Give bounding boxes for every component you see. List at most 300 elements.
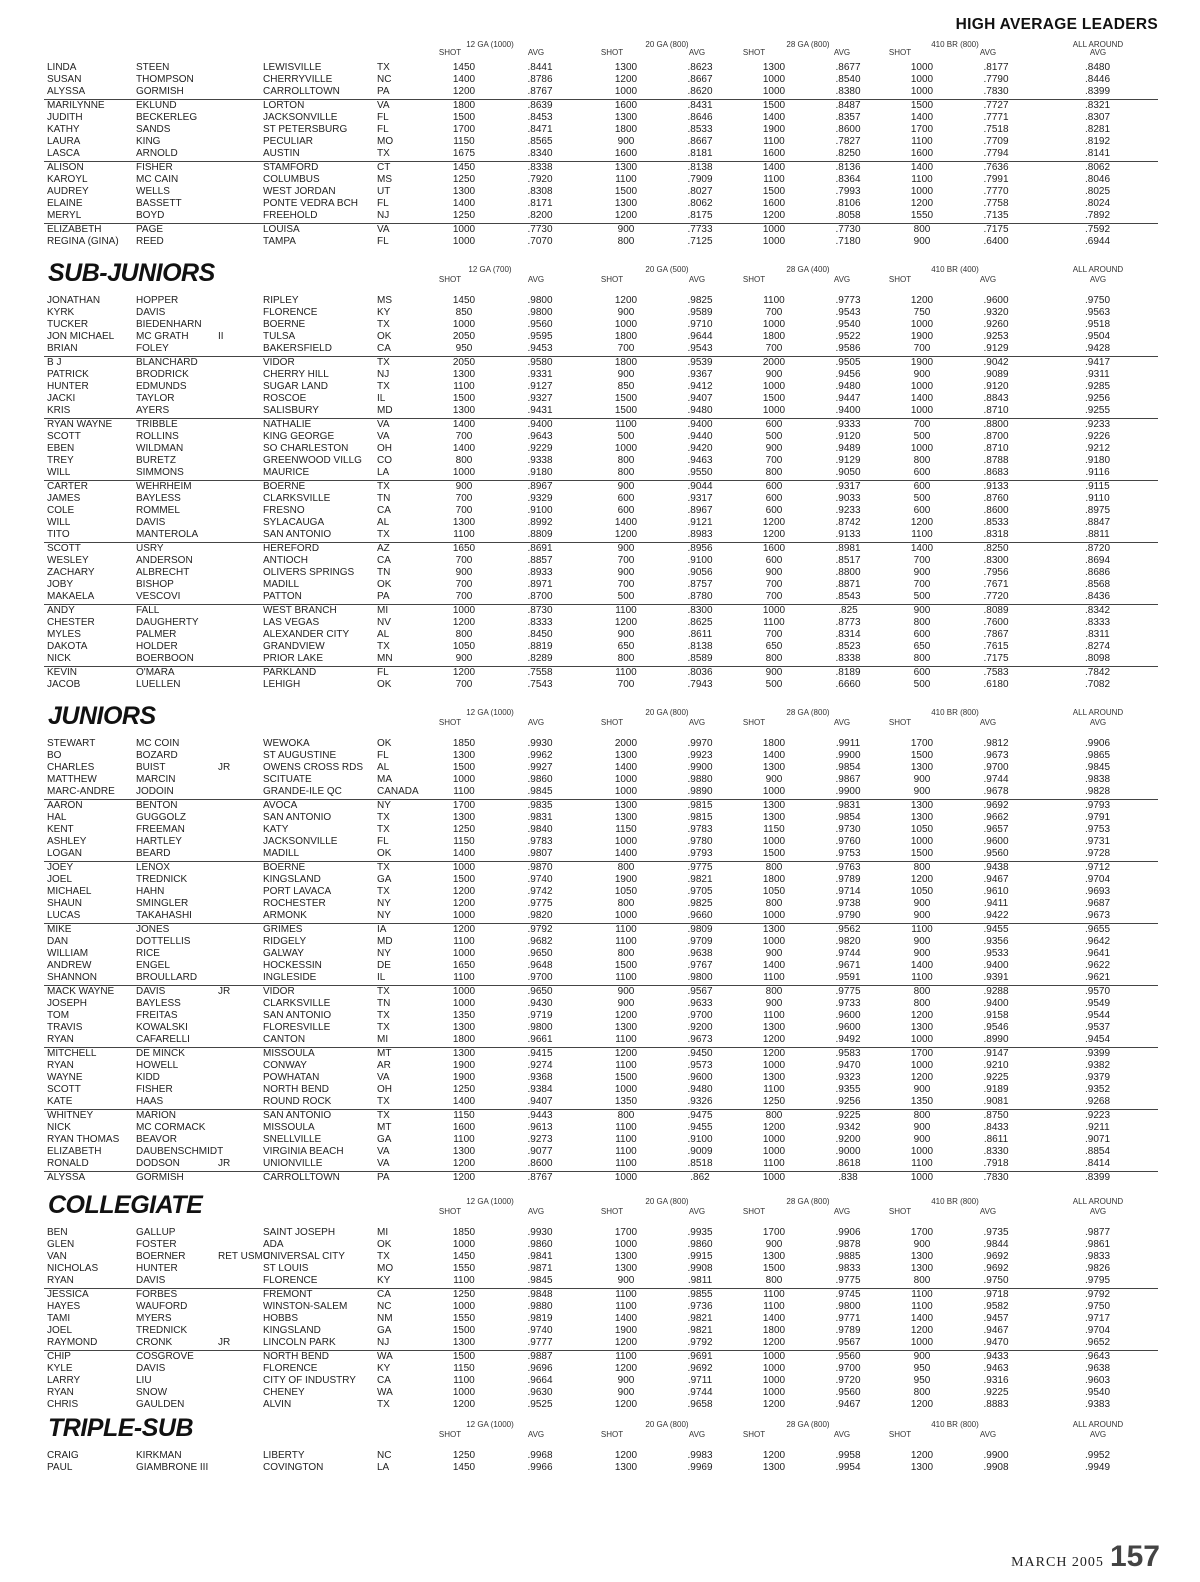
last-name: HARTLEY: [136, 836, 182, 847]
last-name: LIU: [136, 1375, 152, 1386]
avg-20ga: .9700: [687, 1010, 713, 1021]
avg-410: .9320: [983, 307, 1009, 318]
shooter-group: [44, 100, 1158, 162]
shot-20ga: 1100: [615, 1060, 637, 1071]
state: OH: [377, 443, 392, 454]
first-name: RONALD: [47, 1158, 89, 1169]
state: KY: [377, 1275, 391, 1286]
avg-12ga: .9880: [527, 1301, 553, 1312]
avg-all-around: .9642: [1084, 936, 1111, 947]
avg-28ga: .9333: [835, 419, 861, 430]
state: MT: [377, 1122, 392, 1133]
shot-410: 900: [913, 910, 931, 921]
avg-20ga: .9100: [687, 555, 713, 566]
shot-20ga: 700: [617, 579, 635, 590]
avg-all-around: .9211: [1085, 1122, 1110, 1133]
shot-20ga: 1200: [614, 1048, 638, 1059]
city: NATHALIE: [263, 419, 312, 430]
column-avg-label: AVG: [979, 718, 997, 727]
shot-20ga: 1100: [615, 1158, 637, 1169]
table-row: [0, 1010, 1158, 1022]
shot-20ga: 700: [617, 679, 635, 690]
avg-410: .7867: [983, 629, 1009, 640]
first-name: WAYNE: [47, 1072, 83, 1083]
first-name: STEWART: [47, 738, 96, 749]
state: TX: [377, 1022, 390, 1033]
avg-28ga: .9000: [835, 1146, 861, 1157]
avg-all-around: .9537: [1084, 1022, 1111, 1033]
avg-20ga: .9450: [687, 1048, 713, 1059]
city: LIBERTY: [263, 1450, 305, 1461]
table-row: [0, 1363, 1158, 1375]
avg-all-around: .9570: [1084, 986, 1111, 997]
avg-20ga: .8667: [687, 74, 713, 85]
column-shot-label: SHOT: [438, 718, 462, 727]
last-name: KING: [136, 136, 161, 147]
state: FL: [377, 236, 389, 247]
shot-12ga: 1500: [452, 1325, 476, 1336]
avg-28ga: .9233: [835, 505, 861, 516]
avg-12ga: .8730: [527, 605, 553, 616]
avg-410: .7790: [983, 74, 1009, 85]
avg-all-around: .9838: [1084, 774, 1111, 785]
avg-all-around: .9712: [1084, 862, 1111, 873]
avg-410: .9700: [983, 762, 1009, 773]
city: ROSCOE: [263, 393, 307, 404]
shot-410: 1300: [910, 812, 934, 823]
first-name: SUSAN: [47, 74, 82, 85]
shot-28ga: 1300: [762, 1462, 786, 1473]
shot-410: 1200: [910, 517, 934, 528]
avg-all-around: .8686: [1084, 567, 1111, 578]
state: GA: [377, 874, 392, 885]
shot-410: 800: [913, 617, 931, 628]
shot-410: 1300: [910, 1022, 934, 1033]
city: WEWOKA: [263, 738, 310, 749]
city: FLORENCE: [263, 307, 318, 318]
state: MD: [377, 405, 393, 416]
avg-all-around: .7892: [1084, 210, 1111, 221]
avg-all-around: .9643: [1084, 1351, 1111, 1362]
column-shot-label: SHOT: [742, 1207, 766, 1216]
avg-28ga: .9355: [835, 1084, 861, 1095]
avg-410: .9662: [983, 812, 1009, 823]
shot-20ga: 1300: [614, 800, 638, 811]
avg-20ga: .9860: [687, 1239, 713, 1250]
avg-28ga: .9867: [835, 774, 861, 785]
avg-28ga: .8600: [835, 124, 861, 135]
gauge-label: 410 BR (800): [931, 40, 979, 49]
table-row: [0, 1313, 1158, 1325]
shot-12ga: 1300: [452, 369, 476, 380]
avg-410: .9391: [983, 972, 1009, 983]
first-name: MACK WAYNE: [47, 986, 115, 997]
column-avg-label: AVG: [979, 275, 997, 284]
avg-12ga: .9180: [527, 467, 553, 478]
avg-410: .7830: [983, 1172, 1009, 1183]
avg-all-around: .9792: [1084, 1289, 1111, 1300]
avg-20ga: .9935: [687, 1227, 713, 1238]
avg-410: .9678: [983, 786, 1009, 797]
last-name: ENGEL: [136, 960, 170, 971]
shot-12ga: 900: [455, 481, 473, 492]
city: WEST JORDAN: [263, 186, 336, 197]
avg-410: .9438: [983, 862, 1009, 873]
first-name: DAKOTA: [47, 641, 88, 652]
avg-all-around: .9115: [1085, 481, 1110, 492]
shot-12ga: 1800: [452, 100, 476, 111]
avg-20ga: .8623: [687, 62, 713, 73]
city: GRIMES: [263, 924, 303, 935]
avg-20ga: .8956: [687, 543, 713, 554]
shot-410: 1000: [910, 62, 934, 73]
shot-410: 900: [913, 1084, 931, 1095]
shot-12ga: 1150: [453, 1363, 475, 1374]
avg-20ga: .9633: [687, 998, 713, 1009]
table-row: [0, 136, 1158, 148]
shot-20ga: 1300: [614, 1251, 638, 1262]
shot-20ga: 1100: [615, 1122, 637, 1133]
shot-410: 1350: [910, 1096, 934, 1107]
city: BOERNE: [263, 862, 306, 873]
shot-12ga: 1200: [452, 886, 476, 897]
avg-all-around: .8436: [1084, 591, 1111, 602]
avg-20ga: .9480: [687, 1084, 713, 1095]
shot-28ga: 1100: [763, 617, 785, 628]
avg-20ga: .9815: [687, 800, 713, 811]
first-name: TAMI: [47, 1313, 71, 1324]
table-row: [0, 1275, 1158, 1287]
avg-20ga: .9780: [687, 836, 713, 847]
state: OK: [377, 848, 392, 859]
avg-28ga: .9447: [835, 393, 861, 404]
shot-20ga: 900: [617, 224, 635, 235]
first-name: SHAUN: [47, 898, 83, 909]
state: GA: [377, 1325, 392, 1336]
shot-20ga: 1400: [614, 762, 638, 773]
column-shot-label: SHOT: [888, 718, 912, 727]
avg-20ga: .9100: [687, 1134, 713, 1145]
city: JACKSONVILLE: [263, 836, 338, 847]
table-row: [0, 1034, 1158, 1046]
shot-28ga: 1400: [762, 750, 786, 761]
avg-410: .9467: [983, 874, 1009, 885]
avg-20ga: .9923: [687, 750, 713, 761]
shot-28ga: 1000: [762, 319, 786, 330]
city: ROUND ROCK: [263, 1096, 332, 1107]
shot-12ga: 1300: [452, 186, 476, 197]
shot-410: 1700: [910, 738, 934, 749]
shot-20ga: 1400: [614, 517, 638, 528]
shot-12ga: 1000: [452, 862, 476, 873]
shot-410: 1200: [910, 874, 934, 885]
avg-12ga: .9580: [527, 357, 553, 368]
avg-all-around: .9504: [1084, 331, 1111, 342]
column-avg-label: AVG: [1089, 275, 1107, 284]
state: NY: [377, 898, 391, 909]
shooter-group: [44, 295, 1158, 357]
avg-all-around: .9622: [1084, 960, 1111, 971]
shot-28ga: 700: [765, 343, 783, 354]
table-row: [0, 162, 1158, 174]
last-name: BURETZ: [136, 455, 176, 466]
state: FL: [377, 198, 389, 209]
shot-28ga: 800: [765, 653, 783, 664]
city: UNIONVILLE: [263, 1158, 323, 1169]
shot-28ga: 700: [765, 591, 783, 602]
shot-28ga: 800: [765, 467, 783, 478]
first-name: RAYMOND: [47, 1337, 98, 1348]
avg-12ga: .9650: [527, 948, 553, 959]
avg-20ga: .9480: [687, 405, 713, 416]
state: PA: [377, 591, 390, 602]
avg-all-around: .8847: [1084, 517, 1111, 528]
last-name: HUNTER: [136, 1263, 178, 1274]
shot-28ga: 600: [765, 555, 783, 566]
table-row: [0, 112, 1158, 124]
suffix: JR: [218, 1337, 231, 1348]
city: ST PETERSBURG: [263, 124, 348, 135]
first-name: CARTER: [47, 481, 88, 492]
shot-28ga: 1300: [762, 62, 786, 73]
city: KATY: [263, 824, 289, 835]
avg-12ga: .8308: [527, 186, 553, 197]
last-name: BOZARD: [136, 750, 178, 761]
shot-410: 1000: [910, 74, 934, 85]
suffix: JR: [218, 762, 231, 773]
shot-410: 1100: [911, 1301, 933, 1312]
last-name: ARNOLD: [136, 148, 178, 159]
avg-28ga: .9789: [835, 874, 861, 885]
table-row: [0, 431, 1158, 443]
last-name: HAAS: [136, 1096, 164, 1107]
avg-410: .7830: [983, 86, 1009, 97]
avg-28ga: .9763: [835, 862, 861, 873]
avg-12ga: .9331: [527, 369, 553, 380]
city: ARMONK: [263, 910, 307, 921]
city: GALWAY: [263, 948, 304, 959]
avg-410: .9225: [983, 1387, 1009, 1398]
avg-28ga: .8364: [835, 174, 861, 185]
avg-all-around: .8414: [1084, 1158, 1111, 1169]
first-name: ALYSSA: [47, 86, 86, 97]
shot-20ga: 1500: [614, 405, 638, 416]
avg-28ga: .9489: [835, 443, 861, 454]
avg-410: .6180: [983, 679, 1009, 690]
shot-28ga: 1800: [762, 331, 786, 342]
shot-28ga: 1400: [762, 1313, 786, 1324]
city: ADA: [263, 1239, 284, 1250]
last-name: BAYLESS: [136, 493, 181, 504]
shot-12ga: 1000: [452, 986, 476, 997]
column-avg-label: AVG: [527, 718, 545, 727]
city: SAN ANTONIO: [263, 812, 332, 823]
first-name: GLEN: [47, 1239, 75, 1250]
shot-410: 700: [913, 343, 931, 354]
shooter-group: [44, 481, 1158, 543]
first-name: ELAINE: [47, 198, 83, 209]
shot-28ga: 1800: [762, 874, 786, 885]
shot-410: 950: [913, 1375, 931, 1386]
avg-12ga: .9229: [527, 443, 553, 454]
table-row: [0, 1122, 1158, 1134]
state: TX: [377, 1096, 390, 1107]
state: TX: [377, 529, 390, 540]
shot-410: 1700: [910, 124, 934, 135]
last-name: KIRKMAN: [136, 1450, 182, 1461]
first-name: WESLEY: [47, 555, 89, 566]
first-name: JACOB: [47, 679, 81, 690]
avg-12ga: .9682: [527, 936, 553, 947]
shot-28ga: 800: [765, 1110, 783, 1121]
shot-410: 1400: [910, 393, 934, 404]
section-header: [0, 1191, 1200, 1227]
shot-410: 1300: [910, 1462, 934, 1473]
shooter-group: [44, 1110, 1158, 1172]
shot-12ga: 1850: [452, 1227, 476, 1238]
shot-12ga: 1200: [452, 86, 476, 97]
shot-20ga: 800: [617, 948, 635, 959]
avg-28ga: .9753: [835, 848, 861, 859]
last-name: HOPPER: [136, 295, 179, 306]
avg-410: .8318: [983, 529, 1009, 540]
table-row: [0, 1337, 1158, 1349]
shot-28ga: 1500: [762, 100, 786, 111]
first-name: AARON: [47, 800, 83, 811]
first-name: WILL: [47, 517, 71, 528]
table-row: [0, 505, 1158, 517]
city: MADILL: [263, 579, 300, 590]
shot-20ga: 650: [617, 641, 635, 652]
table-row: [0, 1351, 1158, 1363]
shot-410: 1900: [910, 331, 934, 342]
city: PONTE VEDRA BCH: [263, 198, 359, 209]
shot-410: 1200: [910, 1072, 934, 1083]
shot-12ga: 1300: [452, 405, 476, 416]
avg-28ga: .9225: [835, 1110, 861, 1121]
avg-28ga: .7180: [835, 236, 861, 247]
table-row: [0, 455, 1158, 467]
shot-20ga: 2000: [614, 738, 638, 749]
avg-28ga: .9583: [835, 1048, 861, 1059]
table-row: [0, 369, 1158, 381]
first-name: JOSEPH: [47, 998, 88, 1009]
shot-28ga: 1100: [763, 1289, 785, 1300]
avg-28ga: .8618: [835, 1158, 861, 1169]
avg-28ga: .8338: [835, 653, 861, 664]
shot-28ga: 1800: [762, 738, 786, 749]
city: AUSTIN: [263, 148, 300, 159]
avg-28ga: .6660: [835, 679, 861, 690]
avg-20ga: .9915: [687, 1251, 713, 1262]
city: SUGAR LAND: [263, 381, 329, 392]
table-row: [0, 579, 1158, 591]
avg-28ga: .9831: [835, 800, 861, 811]
last-name: JODOIN: [136, 786, 174, 797]
avg-410: .8683: [983, 467, 1009, 478]
shot-20ga: 700: [617, 343, 635, 354]
city: LINCOLN PARK: [263, 1337, 336, 1348]
avg-410: .7991: [983, 174, 1009, 185]
avg-28ga: .9560: [835, 1387, 861, 1398]
shot-12ga: 1650: [452, 543, 476, 554]
state: MA: [377, 774, 392, 785]
table-row: [0, 679, 1158, 691]
first-name: BRIAN: [47, 343, 78, 354]
shot-20ga: 800: [617, 1110, 635, 1121]
avg-28ga: .8517: [835, 555, 861, 566]
shot-28ga: 1300: [762, 1072, 786, 1083]
first-name: KATHY: [47, 124, 80, 135]
shot-20ga: 1500: [614, 960, 638, 971]
avg-all-around: .8694: [1084, 555, 1111, 566]
shot-20ga: 1000: [614, 1084, 638, 1095]
shot-410: 600: [913, 481, 931, 492]
shooter-group: [44, 986, 1158, 1048]
avg-all-around: .9906: [1084, 738, 1111, 749]
avg-410: .8800: [983, 419, 1009, 430]
city: KING GEORGE: [263, 431, 335, 442]
shot-28ga: 900: [765, 443, 783, 454]
shooter-group: [44, 667, 1158, 692]
gauge-label: 12 GA (700): [468, 265, 512, 274]
city: CHENEY: [263, 1387, 305, 1398]
table-row: [0, 295, 1158, 307]
shot-20ga: 1000: [614, 86, 638, 97]
last-name: BAYLESS: [136, 998, 181, 1009]
last-name: BOYD: [136, 210, 165, 221]
state: TX: [377, 886, 390, 897]
avg-28ga: .8981: [835, 543, 861, 554]
table-row: [0, 948, 1158, 960]
shot-12ga: 1400: [452, 419, 476, 430]
shot-28ga: 1200: [762, 517, 786, 528]
shooter-group: [44, 800, 1158, 862]
avg-28ga: .8136: [835, 162, 861, 173]
first-name: JON MICHAEL: [47, 331, 115, 342]
avg-all-around: .8399: [1084, 86, 1111, 97]
avg-410: .9210: [983, 1060, 1009, 1071]
shot-12ga: 1000: [452, 605, 476, 616]
avg-all-around: .9540: [1084, 1387, 1111, 1398]
column-shot-label: SHOT: [438, 1430, 462, 1439]
gauge-label: 12 GA (1000): [466, 708, 514, 717]
avg-12ga: .8967: [527, 481, 553, 492]
avg-410: .7636: [983, 162, 1009, 173]
avg-28ga: .9522: [835, 331, 861, 342]
shot-28ga: 600: [765, 481, 783, 492]
shot-20ga: 900: [617, 986, 635, 997]
table-row: [0, 874, 1158, 886]
avg-all-around: .9952: [1084, 1450, 1111, 1461]
first-name: LINDA: [47, 62, 77, 73]
table-row: [0, 629, 1158, 641]
last-name: BISHOP: [136, 579, 174, 590]
table-row: [0, 591, 1158, 603]
avg-28ga: .9790: [835, 910, 861, 921]
gauge-label: 28 GA (800): [786, 708, 830, 717]
city: HOBBS: [263, 1313, 299, 1324]
shot-410: 1000: [910, 1337, 934, 1348]
shot-28ga: 1400: [762, 960, 786, 971]
avg-20ga: .8175: [687, 210, 713, 221]
table-row: [0, 1289, 1158, 1301]
avg-28ga: .9744: [835, 948, 861, 959]
state: MI: [377, 605, 389, 616]
table-row: [0, 443, 1158, 455]
table-row: [0, 774, 1158, 786]
shot-20ga: 700: [617, 555, 635, 566]
